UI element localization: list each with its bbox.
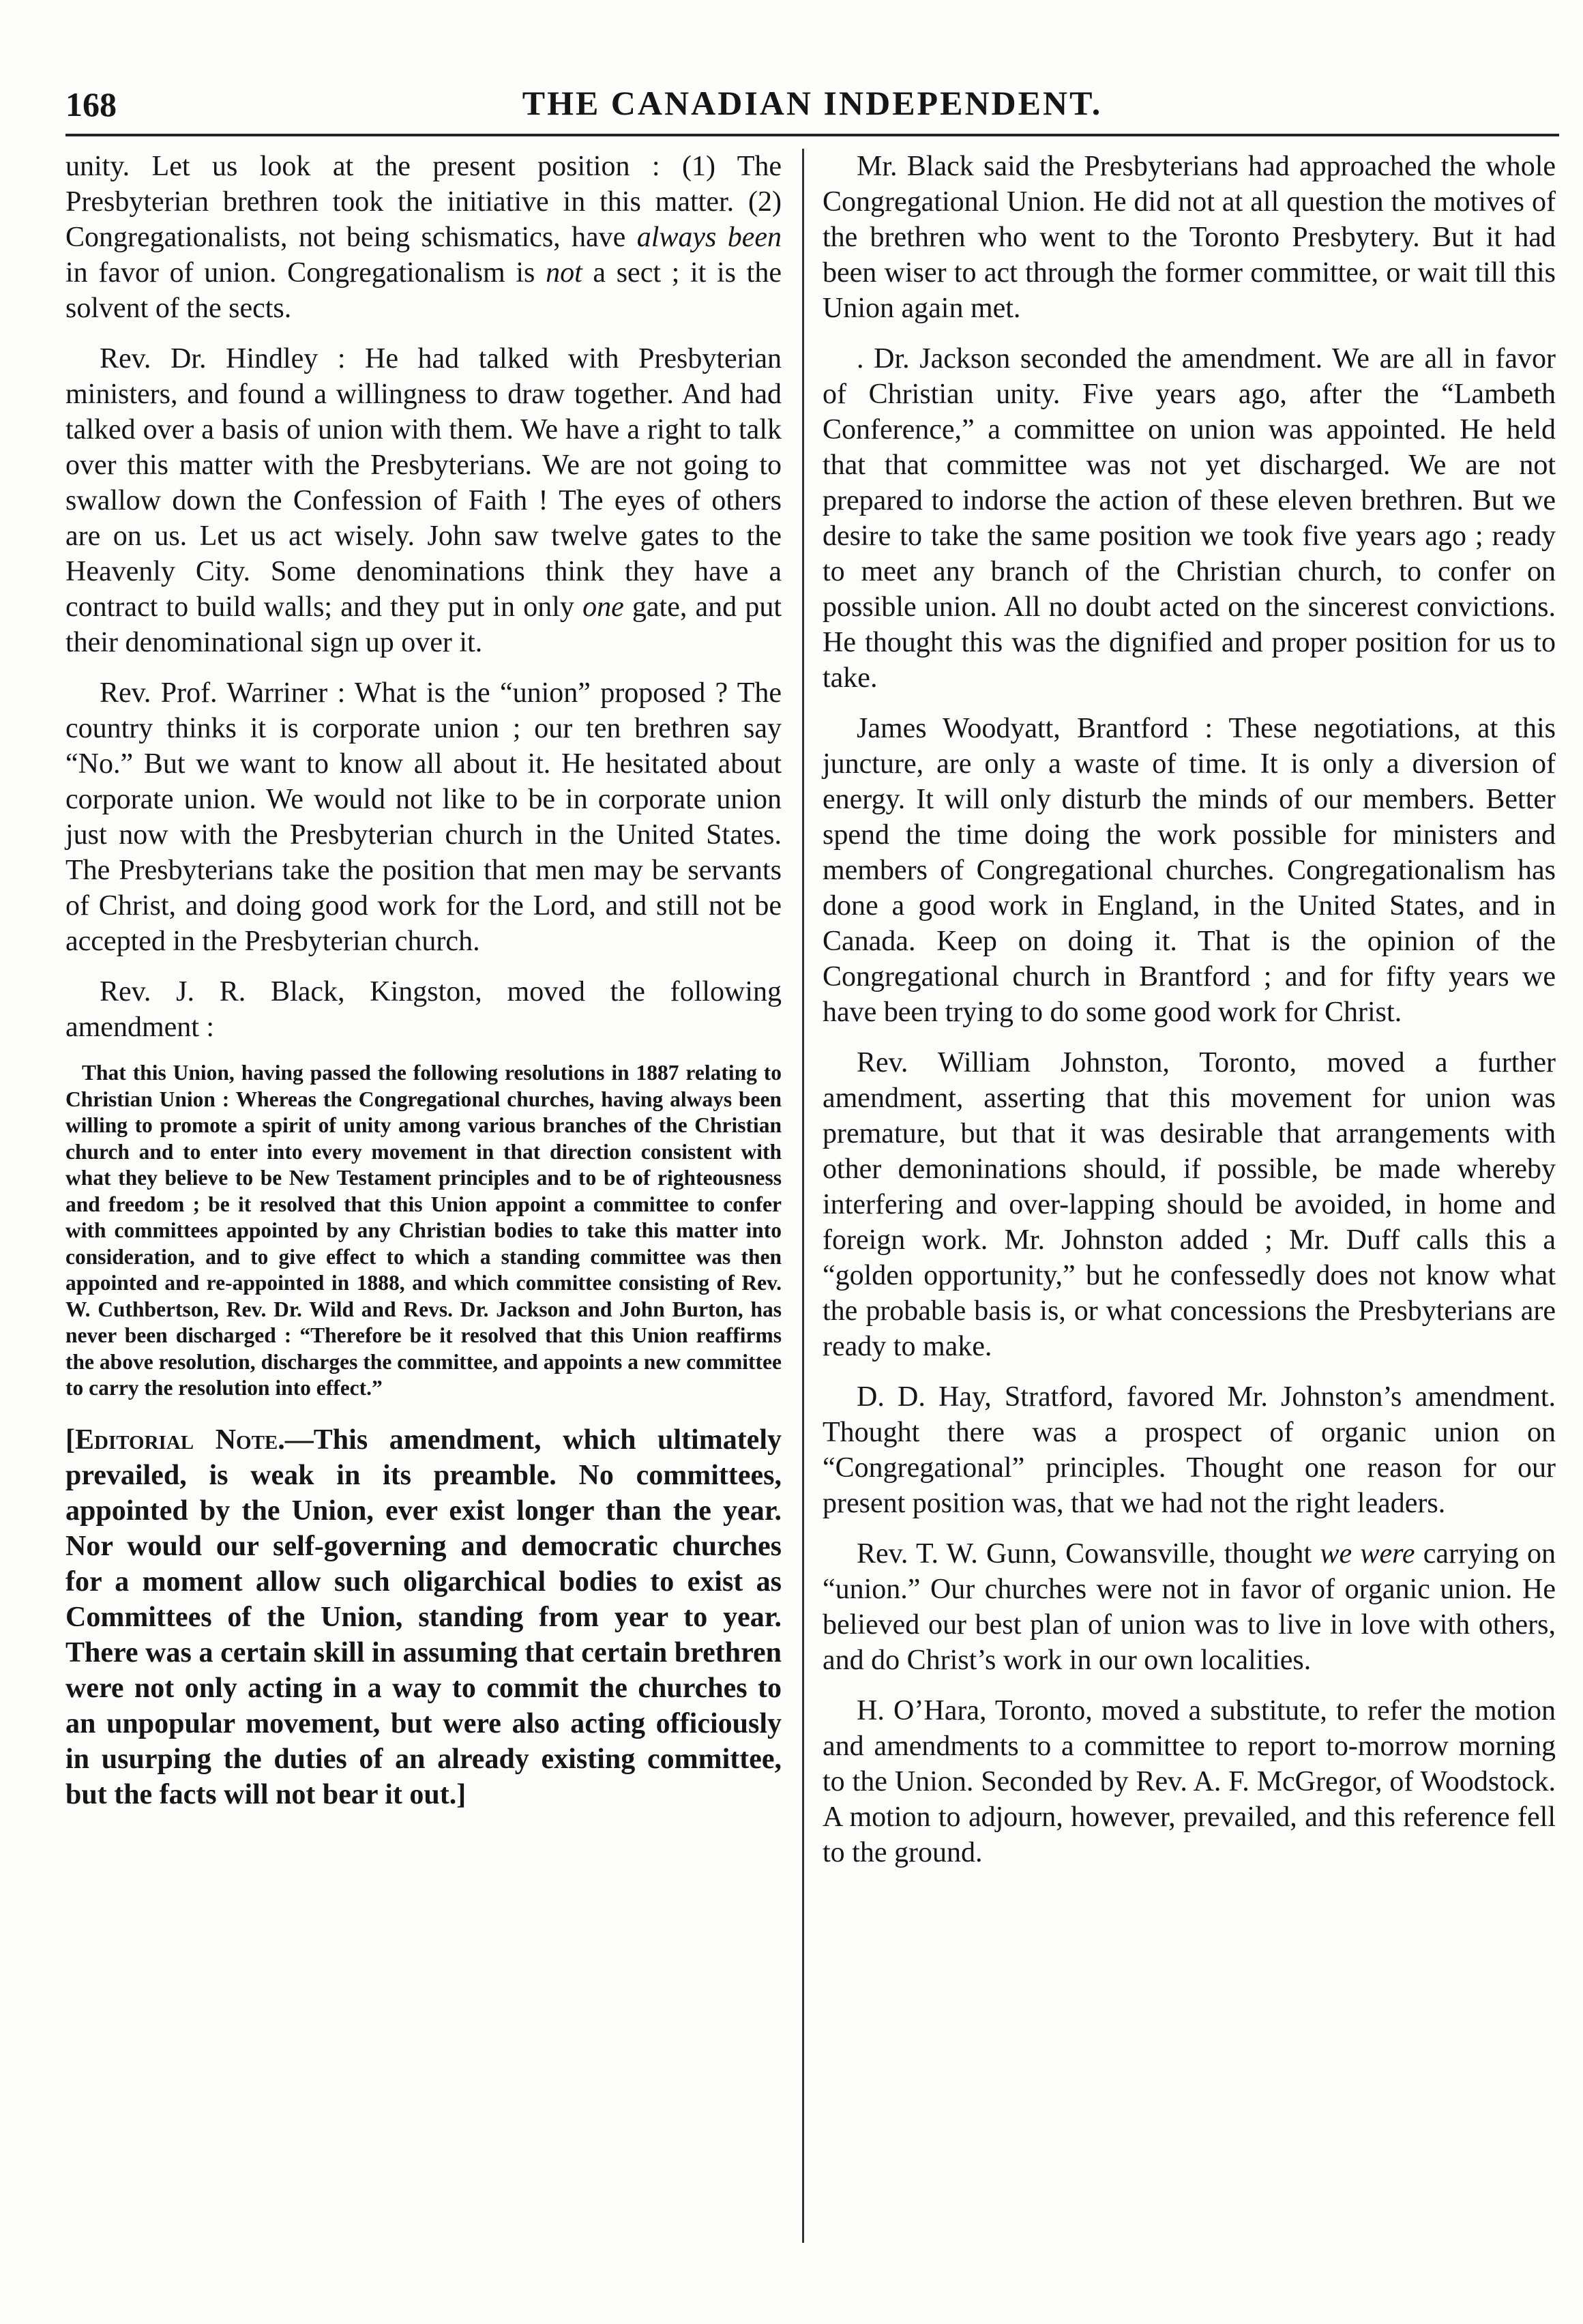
column-divider [802,149,804,2243]
right-paragraph-woodyatt: James Woodyatt, Brantford : These negotiations, at this juncture, are only a waste of time. It is only a diversion of energy. It will only disturb the minds of our members. Better spend the time doing the work possible for ministers and members of Congregational churches. Congregationalism has done a good work in England, in the United States, and in Canada. Keep on doing it. That is the opinion of the Congregational church in Brantford ; and for fifty years we have been trying to do some good work for Christ. [823,713,1556,1028]
page-number: 168 [65,85,117,123]
page-header [65,80,1559,136]
amendment-quote: That this Union, having passed the following resolutions in 1887 relating to Christian Union : Whereas the Congregational churches, having always been willing to promote a spirit of unity among various branches of the Christian church and to enter into every movement in that direction consistent with what they believe to be New Testament principles and to be of righteousness and freedom ; be it resolved that this Union appoint a committee to confer with committees appointed by any Christian bodies to take this matter into consideration, and to give effect to which a standing committee was then appointed and re-appointed in 1888, and which committee consisting of Rev. W. Cuthbertson, Rev. Dr. Wild and Revs. Dr. Jackson and John Burton, has never been discharged : “Therefore be it resolved that this Union reaffirms the above resolution, discharges the committee, and appoints a new committee to carry the resolution into effect.” [65,1061,782,1400]
article-columns [65,149,1559,2263]
right-column [823,149,1556,1885]
running-title: THE CANADIAN INDEPENDENT. [522,84,1103,122]
right-paragraph-hay: D. D. Hay, Stratford, favored Mr. Johnston’s amendment. Thought there was a prospect of organic union on “Congregational” principles. Thought one reason for our present position was, that we had not the right leaders. [823,1381,1556,1519]
right-paragraph-black: Mr. Black said the Presbyterians had approached the whole Congregational Union. He did not at all question the motives of the brethren who went to the Toronto Presbytery. But it had been wiser to act through the former committee, or wait till this Union again met. [823,151,1556,324]
right-paragraph-jackson: . Dr. Jackson seconded the amendment. We are all in favor of Christian unity. Five years ago, after the “Lambeth Conference,” a committee on union was appointed. He held that that committee was not yet discharged. We are not prepared to indorse the action of these eleven brethren. But we desire to take the same position we took five years ago ; ready to meet any branch of the Christian church, to confer on possible union. All no doubt acted on the sincerest convictions. He thought this was the dignified and proper position for us to take. [823,343,1556,694]
page [65,80,1559,2263]
right-paragraph-ohara: H. O’Hara, Toronto, moved a substitute, to refer the motion and amendments to a committee to report to-morrow morning to the Union. Seconded by Rev. A. F. McGregor, of Woodstock. A motion to adjourn, however, prevailed, and this reference fell to the ground. [823,1695,1556,1868]
editorial-note: [Editorial Note.—This amendment, which ultimately prevailed, is weak in its preamble. No committees, appointed by the Union, ever exist longer than the year. Nor would our self-governing and democratic churches for a moment allow such oligarchical bodies to exist as Committees of the Union, standing from year to year. There was a certain skill in assuming that certain brethren were not only acting in a way to commit the churches to an unpopular movement, but were also acting officiously in usurping the duties of an already existing committee, but the facts will not bear it out.] [65,1424,782,1810]
left-paragraph-black: Rev. J. R. Black, Kingston, moved the following amendment : [65,976,782,1043]
left-column [65,149,782,1827]
left-paragraph-1: unity. Let us look at the present position : (1) The Presbyterian brethren took the initiative in this matter. (2) Congregationalists, not being schismatics, have always been in favor of union. Congregationalism is not a sect ; it is the solvent of the sects. [65,151,782,324]
editorial-note-label: Editorial Note. [75,1424,285,1456]
right-paragraph-johnston: Rev. William Johnston, Toronto, moved a further amendment, asserting that this movement for union was premature, but that it was desirable that arrangements with other demoninations should, if possible, be made whereby interfering and over-lapping should be avoided, in home and foreign work. Mr. Johnston added ; Mr. Duff calls this a “golden opportunity,” but he confessedly does not know what the probable basis is, or what concessions the Presbyterians are ready to make. [823,1047,1556,1362]
left-paragraph-warriner: Rev. Prof. Warriner : What is the “union” proposed ? The country thinks it is corporate union ; our ten brethren say “No.” But we want to know all about it. He hesitated about corporate union. We would not like to be in corporate union just now with the Presbyterian church in the United States. The Presbyterians take the position that men may be servants of Christ, and doing good work for the Lord, and still not be accepted in the Presbyterian church. [65,677,782,957]
left-paragraph-hindley: Rev. Dr. Hindley : He had talked with Presbyterian ministers, and found a willingness to draw together. And had talked over a basis of union with them. We have a right to talk over this matter with the Presbyterians. We are not going to swallow down the Confession of Faith ! The eyes of others are on us. Let us act wisely. John saw twelve gates to the Heavenly City. Some denominations think they have a contract to build walls; and they put in only one gate, and put their denominational sign up over it. [65,343,782,658]
right-paragraph-gunn: Rev. T. W. Gunn, Cowansville, thought we were carrying on “union.” Our churches were not in favor of organic union. He believed our best plan of union was to live in love with others, and do Christ’s work in our own localities. [823,1538,1556,1676]
